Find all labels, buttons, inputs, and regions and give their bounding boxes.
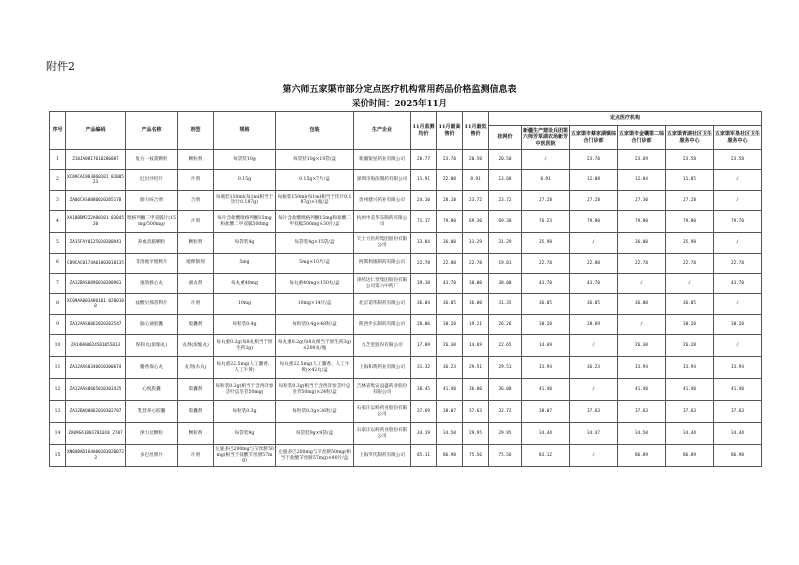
cell-institution-price: 28.69 — [570, 314, 618, 334]
cell-max-price: 79.80 — [437, 211, 463, 233]
cell-max-price: 22.80 — [437, 253, 463, 273]
cell-min-price: 29.95 — [463, 423, 489, 445]
cell-form: 滴丸剂 — [178, 273, 214, 293]
cell-min-price: 69.30 — [463, 211, 489, 233]
cell-institution-price: 33.94 — [618, 357, 666, 379]
cell-institution-price: / — [570, 335, 618, 357]
cell-institution-price: 30.20 — [522, 314, 570, 334]
cell-name: 盐酸贝那普利片 — [126, 294, 178, 314]
header-name: 产品名称 — [126, 112, 178, 150]
cell-max-price: 36.23 — [437, 357, 463, 379]
cell-min-price: 75.56 — [463, 445, 489, 467]
header-max: 11月最高售价 — [437, 112, 463, 150]
cell-avg-price: 33.04 — [411, 233, 437, 253]
cell-pack: 每瓶装150ml(每1ml相当于饮片0.187g)×1瓶/盒 — [276, 190, 354, 210]
cell-name: 乳营养心胶囊 — [126, 401, 178, 423]
header-seq: 序号 — [50, 112, 66, 150]
cell-name: 复方一枝蒿颗粒 — [126, 150, 178, 170]
cell-seq: 12 — [50, 379, 66, 401]
cell-code: ZA12AAS0340010300674 — [66, 357, 126, 379]
cell-max-price: 86.90 — [437, 445, 463, 467]
cell-institution-price: 43.70 — [570, 273, 618, 293]
cell-seq: 1 — [50, 150, 66, 170]
cell-seq: 7 — [50, 273, 66, 293]
cell-institution-price: 12.08 — [570, 170, 618, 190]
cell-pack: 每粒装0.3g(相当于含西洋参茎叶总皂苷50mg)×24粒/盒 — [276, 379, 354, 401]
cell-name: 保和丸(浓缩丸) — [126, 335, 178, 357]
cell-institution-price: 22.80 — [570, 253, 618, 273]
document-title: 第六师五家渠市部分定点医疗机构常用药品价格监测信息表 — [282, 85, 517, 95]
cell-pack: 每袋装10g×10袋/盒 — [276, 150, 354, 170]
cell-maker: 陕西步长制药有限公司 — [354, 314, 411, 334]
cell-form: 颗粒剂 — [178, 150, 214, 170]
cell-institution-price: 35.98 — [522, 233, 570, 253]
cell-avg-price: 34.19 — [411, 423, 437, 445]
cell-listed-price: 29.95 — [489, 423, 522, 445]
cell-form: 缓释制剂 — [178, 253, 214, 273]
cell-institution-price: 30.20 — [666, 314, 714, 334]
cell-listed-price: 29.51 — [489, 357, 522, 379]
cell-min-price: 29.51 — [463, 357, 489, 379]
cell-avg-price: 85.11 — [411, 445, 437, 467]
cell-code: ZA12BAS0096010200961 — [66, 273, 126, 293]
cell-min-price: 36.00 — [463, 294, 489, 314]
cell-spec: 每瓶装150ml(每1ml相当于饮片0.187g) — [214, 190, 276, 210]
cell-seq: 2 — [50, 170, 66, 190]
cell-listed-price: 19.81 — [489, 253, 522, 273]
cell-name: 心悦胶囊 — [126, 379, 178, 401]
cell-institution-price: / — [714, 294, 762, 314]
table-row — [50, 357, 762, 379]
cell-min-price: 14.69 — [463, 335, 489, 357]
cell-institution-price: 43.70 — [714, 273, 762, 293]
cell-institution-price: 41.40 — [714, 379, 762, 401]
cell-institution-price: 36.00 — [618, 233, 666, 253]
cell-form: 片剂 — [178, 211, 214, 233]
cell-institution-price: 33.94 — [714, 357, 762, 379]
cell-form: 颗粒剂 — [178, 423, 214, 445]
cell-avg-price: 31.32 — [411, 357, 437, 379]
cell-code: ZA12AAS0062020202547 — [66, 314, 126, 334]
cell-spec: 0.15g — [214, 170, 276, 190]
cell-listed-price: 22.65 — [489, 335, 522, 357]
cell-institution-price: 86.89 — [618, 445, 666, 467]
cell-pack: 10mg×14片/盒 — [276, 294, 354, 314]
cell-avg-price: 28.06 — [411, 314, 437, 334]
cell-institution-price: 36.05 — [522, 294, 570, 314]
cell-code: ZA12AAS0665010103425 — [66, 379, 126, 401]
cell-avg-price: 11.91 — [411, 170, 437, 190]
cell-listed-price: 36.00 — [489, 379, 522, 401]
cell-institution-price: 22.78 — [666, 253, 714, 273]
cell-institution-price: 34.44 — [714, 423, 762, 445]
cell-institution-price: 33.94 — [666, 357, 714, 379]
cell-name: 多巴丝肼片 — [126, 445, 178, 467]
cell-form: 颗粒剂 — [178, 233, 214, 253]
price-monitoring-table — [49, 111, 762, 467]
cell-seq: 9 — [50, 314, 66, 334]
table-row — [50, 211, 762, 233]
cell-institution-price: 27.30 — [618, 190, 666, 210]
cell-form: 片剂 — [178, 445, 214, 467]
cell-institution-price: 36.05 — [570, 294, 618, 314]
cell-code: ZA09GA1001701010 2707 — [66, 423, 126, 445]
cell-institution-price: 35.98 — [666, 233, 714, 253]
cell-institution-price: 79.80 — [666, 211, 714, 233]
cell-seq: 15 — [50, 445, 66, 467]
cell-listed-price: 31.29 — [489, 233, 522, 253]
header-code: 产品编码 — [66, 112, 126, 150]
cell-institution-price: 76.23 — [522, 211, 570, 233]
cell-avg-price: 71.17 — [411, 211, 437, 233]
cell-code: XC09CAC083060101 0100523 — [66, 170, 126, 190]
table-row — [50, 190, 762, 210]
cell-avg-price: 17.09 — [411, 335, 437, 357]
cell-listed-price: 23.72 — [489, 190, 522, 210]
header-maker: 生产企业 — [354, 112, 411, 150]
cell-maker: 九芝堂股份有限公司 — [354, 335, 411, 357]
cell-pack: 5mg×10片/盒 — [276, 253, 354, 273]
cell-maker: 北京诺华制药有限公司 — [354, 294, 411, 314]
cell-institution-price: / — [618, 273, 666, 293]
cell-avg-price: 38.45 — [411, 379, 437, 401]
table-row — [50, 445, 762, 467]
cell-institution-price: 34.50 — [618, 423, 666, 445]
cell-name: 吡格列酮二甲双胍片(15mg/500mg) — [126, 211, 178, 233]
cell-maker: 石家庄以岭药业股份有限公司 — [354, 423, 411, 445]
table-row — [50, 314, 762, 334]
table-row — [50, 379, 762, 401]
attachment-label: 附件2 — [46, 60, 75, 73]
cell-pack: 每丸重40mg×150丸/盒 — [276, 273, 354, 293]
cell-institution-price: 79.80 — [618, 211, 666, 233]
cell-institution-price: 23.70 — [570, 150, 618, 170]
cell-avg-price: 24.10 — [411, 190, 437, 210]
cell-institution-price: 37.63 — [570, 401, 618, 423]
header-spec: 规格 — [214, 112, 276, 150]
cell-institution-price: 86.89 — [666, 445, 714, 467]
cell-maker: 吉林省集安益盛药业股份有限公司 — [354, 379, 411, 401]
cell-institution-price: 36.00 — [618, 294, 666, 314]
cell-spec: 每袋装4g — [214, 233, 276, 253]
cell-institution-price: / — [666, 273, 714, 293]
cell-pack: 0.15g×7片/盒 — [276, 170, 354, 190]
cell-max-price: 23.70 — [437, 150, 463, 170]
cell-form: 片剂 — [178, 170, 214, 190]
table-row — [50, 273, 762, 293]
header-institution: 五家渠青湖社区卫生服务中心 — [666, 126, 714, 150]
cell-code: ZA12BAQ0062010102707 — [66, 401, 126, 423]
header-avg: 11月监测均价 — [411, 112, 437, 150]
cell-institution-price: 41.40 — [666, 379, 714, 401]
cell-spec: 左旋多巴200mg与苄丝肼50mg(相当于盐酸苄丝肼57mg) — [214, 445, 276, 467]
cell-maker: 上海和黄药业有限公司 — [354, 357, 411, 379]
cell-institution-price: / — [714, 233, 762, 253]
cell-institution-price: 37.63 — [714, 401, 762, 423]
cell-maker: 津药达仁堂集团股份有限公司第六中药厂 — [354, 273, 411, 293]
cell-spec: 每袋装10g — [214, 150, 276, 170]
header-form: 剂型 — [178, 112, 214, 150]
cell-min-price: 22.78 — [463, 253, 489, 273]
cell-code: ZA14BA0024501055013 — [66, 335, 126, 357]
cell-spec: 每丸重40mg — [214, 273, 276, 293]
cell-pack: 每粒装0.4g×48粒/盒 — [276, 314, 354, 334]
cell-form: 丸剂(浓缩丸) — [178, 335, 214, 357]
cell-min-price: 20.50 — [463, 150, 489, 170]
cell-max-price: 22.00 — [437, 170, 463, 190]
cell-listed-price: 69.30 — [489, 211, 522, 233]
header-institution: 五家渠市金镶第二综合门诊部 — [618, 126, 666, 150]
cell-max-price: 43.70 — [437, 273, 463, 293]
cell-institution-price: 23.58 — [714, 150, 762, 170]
cell-avg-price: 39.10 — [411, 273, 437, 293]
cell-institution-price: 37.63 — [618, 401, 666, 423]
cell-avg-price: 22.78 — [411, 253, 437, 273]
cell-institution-price: / — [714, 170, 762, 190]
cell-spec: 每粒装0.4g — [214, 314, 276, 334]
cell-listed-price: 32.72 — [489, 401, 522, 423]
cell-seq: 11 — [50, 357, 66, 379]
cell-maker: 上海罗氏制药有限公司 — [354, 445, 411, 467]
cell-name: 非洛地平缓释片 — [126, 253, 178, 273]
cell-pack: 每袋装4g×15袋/盒 — [276, 233, 354, 253]
cell-institution-price: 27.28 — [666, 190, 714, 210]
cell-form: 合剂 — [178, 190, 214, 210]
cell-institution-price: / — [714, 335, 762, 357]
cell-max-price: 34.50 — [437, 423, 463, 445]
cell-pack: 每粒装0.3g×36粒/盒 — [276, 401, 354, 423]
cell-pack: 每丸重22.5mg(人工麝香、人工牛黄)×42丸/盒 — [276, 357, 354, 379]
cell-institution-price: / — [570, 233, 618, 253]
cell-name: 肺力咳合剂 — [126, 190, 178, 210]
cell-spec: 每袋装9g — [214, 423, 276, 445]
cell-maker: 杭州中美华东制药有限公司 — [354, 211, 411, 233]
cell-max-price: 26.30 — [437, 335, 463, 357]
header-institution: 五家渠市蔡家湖镇综合门诊部 — [570, 126, 618, 150]
cell-listed-price: 13.68 — [489, 170, 522, 190]
cell-code: C09CAC0174A01003010135 — [66, 253, 126, 273]
table-row — [50, 233, 762, 253]
cell-institution-price: 22.78 — [714, 253, 762, 273]
cell-institution-price: 36.05 — [666, 294, 714, 314]
cell-min-price: 37.63 — [463, 401, 489, 423]
cell-name: 津力达颗粒 — [126, 423, 178, 445]
cell-institution-price: 26.28 — [666, 335, 714, 357]
cell-institution-price: 26.30 — [618, 335, 666, 357]
cell-maker: 深圳市海滨制药有限公司 — [354, 170, 411, 190]
cell-form: 胶囊剂 — [178, 401, 214, 423]
cell-avg-price: 36.04 — [411, 294, 437, 314]
cell-maker: 石家庄以岭药业股份有限公司 — [354, 401, 411, 423]
cell-maker: 阿斯利康制药有限公司 — [354, 253, 411, 273]
cell-institution-price: 27.28 — [522, 190, 570, 210]
header-institution: 五家渠军垦社区卫生服务中心 — [714, 126, 762, 150]
cell-min-price: 8.91 — [463, 170, 489, 190]
table-row — [50, 401, 762, 423]
cell-listed-price: 20.50 — [489, 150, 522, 170]
cell-listed-price: 38.00 — [489, 273, 522, 293]
table-row — [50, 253, 762, 273]
cell-institution-price: / — [570, 379, 618, 401]
cell-code: XC09AA003A00101 0200100 — [66, 294, 126, 314]
cell-institution-price: 41.40 — [618, 379, 666, 401]
cell-name: 脑心通胶囊 — [126, 314, 178, 334]
cell-min-price: 23.72 — [463, 190, 489, 210]
cell-institution-price: / — [570, 445, 618, 467]
cell-institution-price: 30.20 — [714, 314, 762, 334]
cell-institution-price: 43.70 — [522, 273, 570, 293]
cell-institution-price: 23.69 — [618, 150, 666, 170]
cell-institution-price: 79.80 — [570, 211, 618, 233]
cell-seq: 5 — [50, 233, 66, 253]
cell-spec: 5mg — [214, 253, 276, 273]
cell-institution-price: 33.94 — [522, 357, 570, 379]
cell-code: ZA15FAY0125010200941 — [66, 233, 126, 253]
header-institution: 新疆生产建设兵团第六师芳草湖农场新芳中医医院 — [522, 126, 570, 150]
cell-code: XN04BAD164A001010200723 — [66, 445, 126, 467]
cell-spec: 每丸重22.5mg(人工麝香、人工牛黄) — [214, 357, 276, 379]
cell-spec: 每片含盐酸吡格列酮15mg和盐酸二甲双胍500mg — [214, 211, 276, 233]
header-institution-group: 定点医疗机构 — [489, 112, 762, 126]
table-row — [50, 170, 762, 190]
cell-max-price: 30.20 — [437, 314, 463, 334]
cell-max-price: 36.05 — [437, 294, 463, 314]
cell-seq: 13 — [50, 401, 66, 423]
cell-institution-price: 36.23 — [570, 357, 618, 379]
cell-institution-price: 38.07 — [522, 401, 570, 423]
cell-form: 胶囊剂 — [178, 379, 214, 401]
cell-code: XA10BDM222A00101 0304520 — [66, 211, 126, 233]
cell-seq: 4 — [50, 211, 66, 233]
cell-institution-price: 37.63 — [666, 401, 714, 423]
cell-name: 麝香保心丸 — [126, 357, 178, 379]
cell-min-price: 36.00 — [463, 379, 489, 401]
cell-maker: 贵州健兴药业有限公司 — [354, 190, 411, 210]
cell-institution-price: 86.90 — [714, 445, 762, 467]
cell-institution-price: / — [522, 150, 570, 170]
table-row — [50, 150, 762, 170]
cell-form: 胶囊剂 — [178, 314, 214, 334]
cell-min-price: 38.00 — [463, 273, 489, 293]
cell-seq: 6 — [50, 253, 66, 273]
cell-max-price: 36.00 — [437, 233, 463, 253]
table-row — [50, 294, 762, 314]
cell-name: 速效救心丸 — [126, 273, 178, 293]
sampling-time: 采价时间：2025年11月 — [352, 99, 447, 109]
cell-institution-price: 12.04 — [618, 170, 666, 190]
cell-institution-price: 8.91 — [522, 170, 570, 190]
cell-institution-price: 14.69 — [522, 335, 570, 357]
table-row — [50, 423, 762, 445]
cell-pack: 每丸重0.2g(每8丸相当于原生药3g)×200丸/瓶 — [276, 335, 354, 357]
cell-form: 丸剂(水丸) — [178, 357, 214, 379]
cell-listed-price: 31.35 — [489, 294, 522, 314]
cell-institution-price: 22.78 — [522, 253, 570, 273]
table-row — [50, 335, 762, 357]
header-listed-price: 挂网价 — [489, 126, 522, 150]
cell-institution-price: / — [618, 314, 666, 334]
cell-form: 片剂 — [178, 294, 214, 314]
cell-pack: 每片含盐酸吡格列酮15mg和盐酸二甲双胍500mg×30片/盒 — [276, 211, 354, 233]
cell-institution-price: 34.47 — [570, 423, 618, 445]
cell-pack: 每袋装9g×9袋/盒 — [276, 423, 354, 445]
cell-institution-price: 34.44 — [522, 423, 570, 445]
cell-institution-price: 11.85 — [666, 170, 714, 190]
cell-min-price: 19.21 — [463, 314, 489, 334]
cell-avg-price: 20.77 — [411, 150, 437, 170]
cell-spec: 每粒装0.3g — [214, 401, 276, 423]
cell-pack: 左旋多巴200mg与苄丝肼50mg(相当于盐酸苄丝肼57mg)×40片/盒 — [276, 445, 354, 467]
cell-code: ZA06CAS0080020205178 — [66, 190, 126, 210]
cell-spec: 10mg — [214, 294, 276, 314]
cell-seq: 14 — [50, 423, 66, 445]
cell-maker: 天士力医药集团股份有限公司 — [354, 233, 411, 253]
cell-max-price: 38.07 — [437, 401, 463, 423]
cell-listed-price: 75.56 — [489, 445, 522, 467]
table-body — [50, 150, 762, 467]
cell-avg-price: 37.69 — [411, 401, 437, 423]
cell-institution-price: 41.40 — [522, 379, 570, 401]
cell-max-price: 28.18 — [437, 190, 463, 210]
cell-institution-price: / — [714, 190, 762, 210]
header-min: 11月最低售价 — [463, 112, 489, 150]
header-pack: 包装 — [276, 112, 354, 150]
cell-seq: 3 — [50, 190, 66, 210]
cell-seq: 8 — [50, 294, 66, 314]
cell-spec: 每粒装0.3g(相当于含西洋参茎叶总皂苷50mg) — [214, 379, 276, 401]
cell-institution-price: 22.78 — [618, 253, 666, 273]
cell-institution-price: 34.44 — [666, 423, 714, 445]
cell-name: 养血清脑颗粒 — [126, 233, 178, 253]
cell-max-price: 41.40 — [437, 379, 463, 401]
cell-institution-price: 23.58 — [666, 150, 714, 170]
cell-institution-price: 27.28 — [570, 190, 618, 210]
cell-maker: 新疆银星药业有限公司 — [354, 150, 411, 170]
cell-min-price: 31.29 — [463, 233, 489, 253]
cell-institution-price: 83.12 — [522, 445, 570, 467]
cell-spec: 每丸重0.2g(每8丸相当于原生药3g) — [214, 335, 276, 357]
cell-code: Z10JA0817010206007 — [66, 150, 126, 170]
cell-institution-price: 79.70 — [714, 211, 762, 233]
cell-name: 厄贝沙坦片 — [126, 170, 178, 190]
cell-listed-price: 26.26 — [489, 314, 522, 334]
cell-seq: 10 — [50, 335, 66, 357]
